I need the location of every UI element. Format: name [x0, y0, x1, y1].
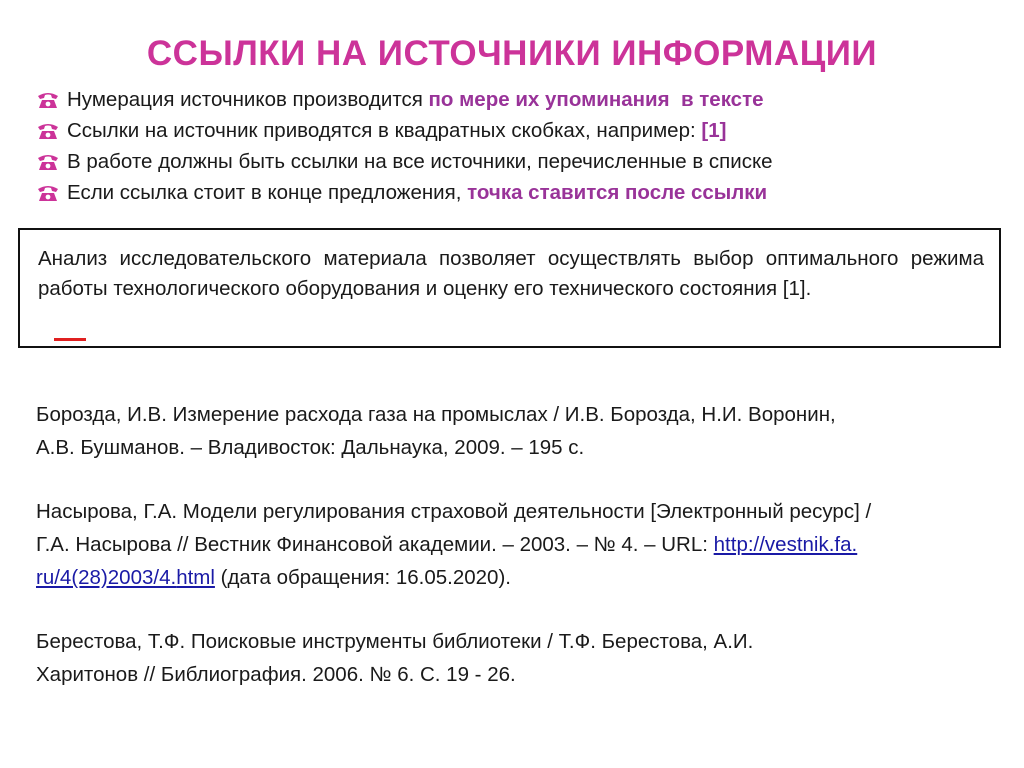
rule-item — [36, 84, 996, 115]
rule-highlight: точка ставится после ссылки — [467, 180, 768, 204]
telephone-icon — [36, 152, 60, 172]
reference-entry — [36, 625, 996, 691]
citation-example-text: Анализ исследовательского материала позволяет осуществлять выбор оптимального режима работы технологического оборудования и оценку его технического состояния [1]. — [38, 247, 984, 300]
citation-example-box — [18, 228, 1001, 348]
reference-line: Насырова, Г.А. Модели регулирования страховой деятельности [Электронный ресурс] / — [36, 500, 872, 523]
citation-underline-mark — [54, 338, 86, 341]
rule-highlight: по мере их упоминания в тексте — [428, 87, 764, 111]
rule-text: В работе должны быть ссылки на все источники, перечисленные в списке — [67, 149, 773, 173]
rule-highlight: [1] — [701, 118, 727, 142]
reference-entry — [36, 495, 996, 594]
reference-url-link[interactable]: ru/4(28)2003/4. — [36, 566, 177, 589]
rule-item — [36, 115, 996, 146]
slide-title: ССЫЛКИ НА ИСТОЧНИКИ ИНФОРМАЦИИ — [146, 34, 878, 73]
reference-line: Берестова, Т.Ф. Поисковые инструменты библиотеки / Т.Ф. Берестова, А.И. — [36, 630, 754, 653]
telephone-icon — [36, 90, 60, 110]
reference-line: Борозда, И.В. Измерение расхода газа на промыслах / И.В. Борозда, Н.И. Воронин, — [36, 403, 836, 426]
reference-url-link[interactable]: html — [176, 566, 215, 589]
reference-url-link[interactable]: http://vestnik.fa. — [713, 533, 858, 556]
reference-line: Харитонов // Библиография. 2006. № 6. С. 19 - 26. — [36, 663, 516, 686]
telephone-icon — [36, 121, 60, 141]
reference-line — [36, 561, 996, 594]
rule-text: Ссылки на источник приводятся в квадратных скобках, например: — [67, 118, 702, 142]
reference-text: (дата обращения: 16.05.2020). — [214, 566, 511, 589]
reference-text: Г.А. Насырова // Вестник Финансовой академии. – 2003. – № 4. – URL: — [36, 533, 714, 556]
rules-list — [36, 84, 996, 208]
rule-text: Если ссылка стоит в конце предложения, — [67, 180, 468, 204]
reference-line: А.В. Бушманов. – Владивосток: Дальнаука, 2009. – 195 с. — [36, 436, 585, 459]
rule-item — [36, 177, 996, 208]
reference-entry — [36, 398, 996, 464]
rule-item — [36, 146, 996, 177]
telephone-icon — [36, 183, 60, 203]
rule-text: Нумерация источников производится — [67, 87, 429, 111]
reference-line — [36, 528, 996, 561]
reference-list — [36, 398, 996, 722]
